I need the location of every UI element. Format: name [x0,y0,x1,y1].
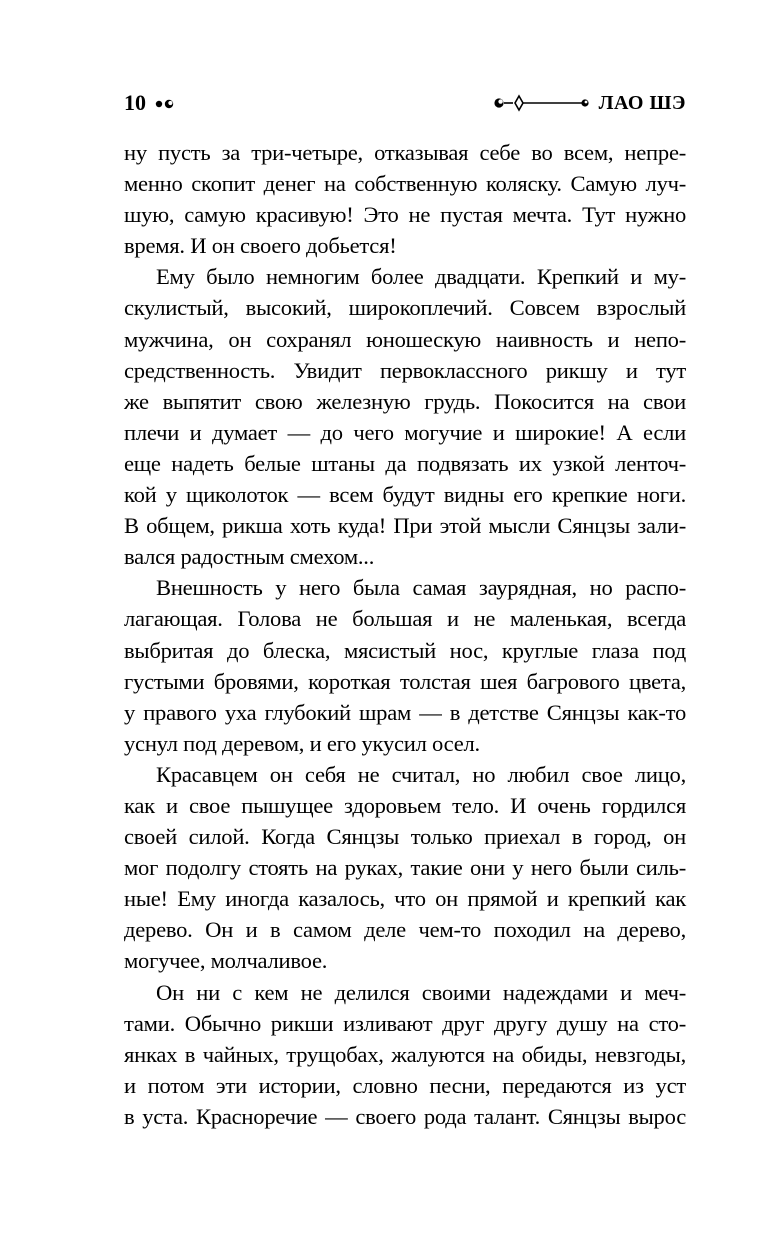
text-line: еще надеть белые штаны да подвязать их узкой ленточ- [124,450,686,476]
text-line: тами. Обычно рикши изливают друг другу душу на сто- [124,1010,686,1036]
body-text [124,137,686,1132]
text-line: мужчина, он сохранял юношескую наивность и непо- [124,326,686,352]
text-line: дерево. Он и в самом деле чем-то походил на дерево, [124,917,686,943]
text-line: шую, самую красивую! Это не пустая мечта. Тут нужно [124,202,686,228]
text-line: же выпятит свою железную грудь. Покосится на свои [124,388,686,414]
text-line: Внешность у него была самая заурядная, но распо- [156,575,686,601]
text-line: Он ни с кем не делился своими надеждами и меч- [156,979,686,1005]
page-header [124,88,686,118]
text-line: у правого уха глубокий шрам — в детстве Сянцзы как-то [124,699,686,725]
text-line: Красавцем он себя не считал, но любил свое лицо, [156,761,686,787]
line-flourish-ornament-icon [493,93,591,118]
text-line: и потом эти истории, словно песни, передаются из уст [124,1072,686,1098]
text-line: менно скопит денег на собственную коляску. Самую луч- [124,171,686,197]
text-line: своей силой. Когда Сянцзы только приехал в город, он [124,824,686,850]
text-line: скулистый, высокий, широкоплечий. Совсем взрослый [124,295,686,321]
page-number: 10 [124,90,146,115]
text-line: время. И он своего добьется! [124,233,397,259]
text-line: мог подолгу стоять на руках, такие они у него были силь- [124,855,686,881]
text-line: выбритая до блеска, мясистый нос, круглые глаза под [124,637,686,663]
running-title: ЛАО ШЭ [598,92,686,114]
text-line: могучее, молчаливое. [124,948,328,974]
text-line: ну пусть за три-четыре, отказывая себе во всем, непре- [124,140,686,165]
text-line: уснул под деревом, и его укусил осел. [124,730,480,756]
text-line: ные! Ему иногда казалось, что он прямой и крепкий как [124,886,686,912]
text-line: в уста. Красноречие — своего рода талант. Сянцзы вырос [124,1103,686,1129]
text-line: янках в чайных, трущобах, жалуются на обиды, невзгоды, [124,1041,686,1067]
text-line: лагающая. Голова не большая и не маленькая, всегда [124,606,686,632]
text-line: вался радостным смехом... [124,544,375,570]
text-line: густыми бровями, короткая толстая шея багрового цвета, [124,668,686,694]
text-line: как и свое пышущее здоровьем тело. И очень гордился [124,792,686,818]
text-line: плечи и думает — до чего могучие и широкие! А если [124,419,686,445]
text-line: Ему было немногим более двадцати. Крепкий и му- [156,264,686,290]
text-line: кой у щиколоток — всем будут видны его крепкие ноги. [124,482,686,508]
double-dot-ornament-icon [154,97,176,115]
text-line: средственность. Увидит первоклассного рикшу и тут [124,357,686,383]
text-line: В общем, рикша хоть куда! При этой мысли Сянцзы зали- [124,513,686,539]
